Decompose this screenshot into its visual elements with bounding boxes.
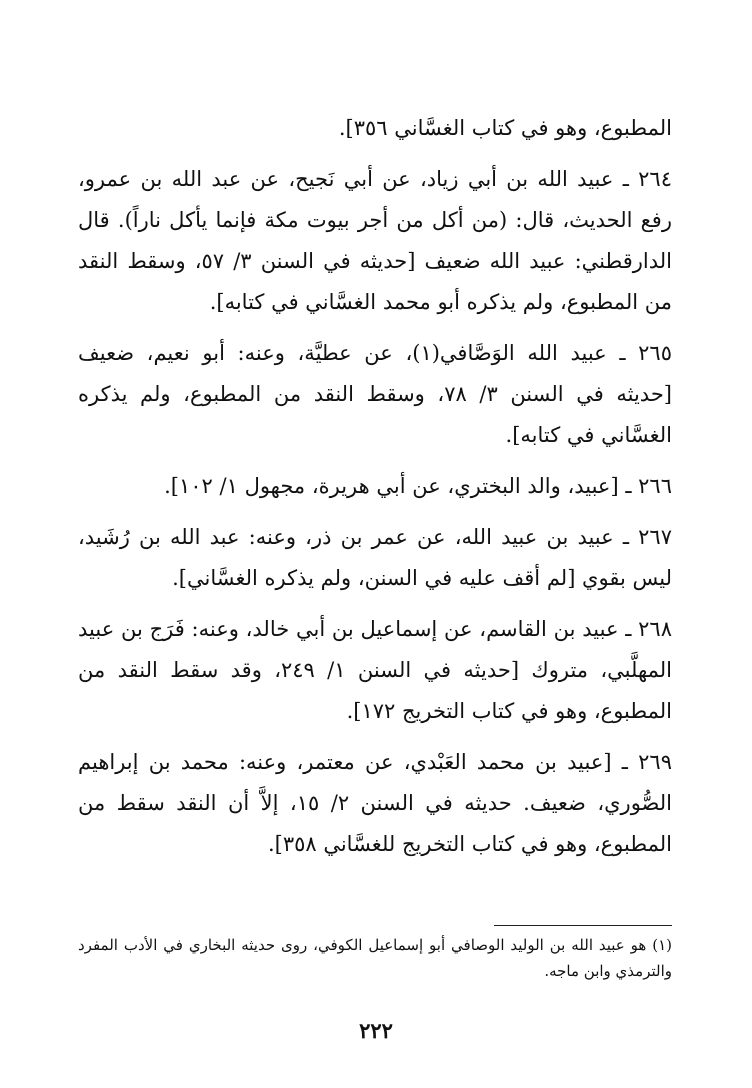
entry-265: ٢٦٥ ـ عبيد الله الوَصَّافي(١)، عن عطيَّة، وعنه: أبو نعيم، ضعيف [حديثه في السنن ٣/ ٧٨، وسقط النقد من المطبوع، ولم يذكره الغسَّاني في كتابه]. — [78, 341, 672, 447]
main-text — [78, 108, 672, 875]
entry-268: ٢٦٨ ـ عبيد بن القاسم، عن إسماعيل بن أبي خالد، وعنه: فَرَج بن عبيد المهلَّبي، متروك [حديثه في السنن ١/ ٢٤٩، وقد سقط النقد من المطبوع، وهو في كتاب التخريج ١٧٢]. — [78, 617, 672, 723]
entry-266: ٢٦٦ ـ [عبيد، والد البختري، عن أبي هريرة، مجهول ١/ ١٠٢]. — [164, 474, 672, 498]
entry-267: ٢٦٧ ـ عبيد بن عبيد الله، عن عمر بن ذر، وعنه: عبد الله بن رُشَيد، ليس بقوي [لم أقف عليه في السنن، ولم يذكره الغسَّاني]. — [78, 525, 672, 590]
paragraph-continuation: المطبوع، وهو في كتاب الغسَّاني ٣٥٦]. — [338, 116, 672, 140]
footnote-divider — [494, 925, 672, 926]
footnote: (١) هو عبيد الله بن الوليد الوصافي أبو إسماعيل الكوفي، روى حديثه البخاري في الأدب المفرد والترمذي وابن ماجه. — [78, 936, 672, 980]
entry-264: ٢٦٤ ـ عبيد الله بن أبي زياد، عن أبي نَجيح، عن عبد الله بن عمرو، رفع الحديث، قال: (من أكل من أجر بيوت مكة فإنما يأكل ناراً). قال الدارقطني: عبيد الله ضعيف [حديثه في السنن ٣/ ٥٧، وسقط النقد من المطبوع، ولم يذكره أبو محمد الغسَّاني في كتابه]. — [78, 167, 672, 314]
page-number: ٢٢٢ — [359, 1018, 393, 1043]
entry-269: ٢٦٩ ـ [عبيد بن محمد العَبْدي، عن معتمر، وعنه: محمد بن إبراهيم الصُّوري، ضعيف. حديثه في السنن ٢/ ١٥، إلاَّ أن النقد سقط من المطبوع، وهو في كتاب التخريج للغسَّاني ٣٥٨]. — [78, 750, 672, 856]
